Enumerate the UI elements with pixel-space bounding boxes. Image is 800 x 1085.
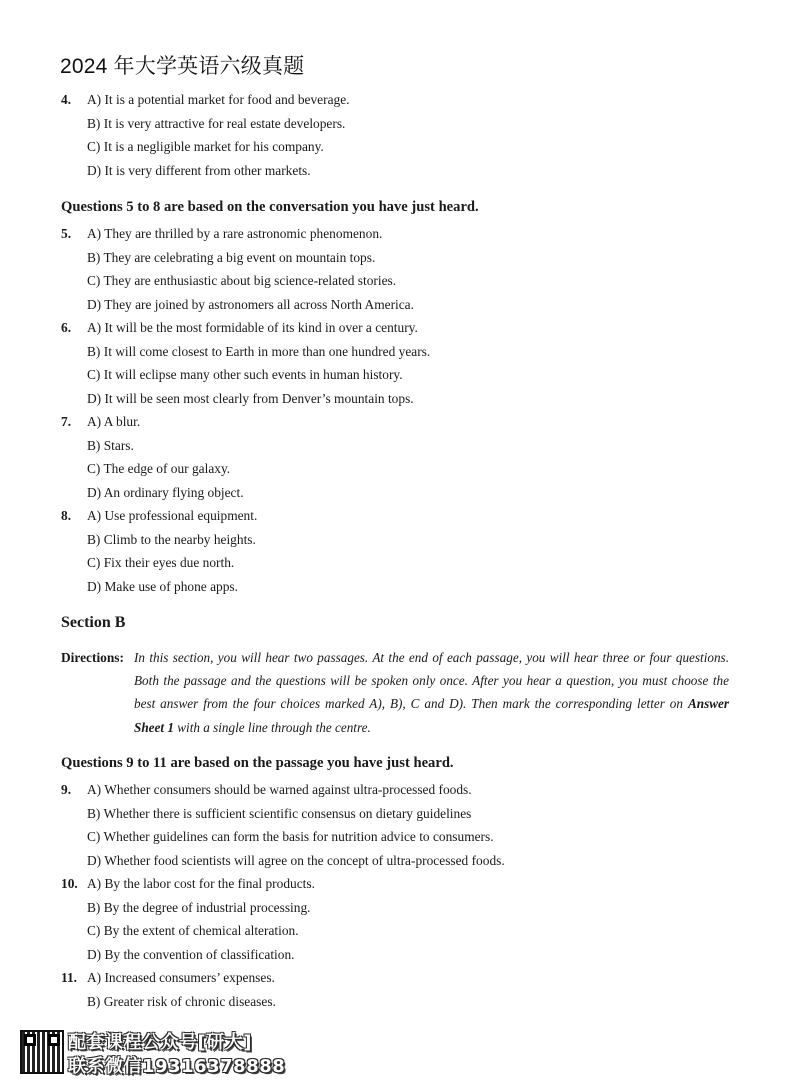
question-10 xyxy=(0,872,800,966)
option-d: D) Make use of phone apps. xyxy=(87,578,238,594)
question-number: 6. xyxy=(61,320,72,335)
option-d: D) It will be seen most clearly from Denver’s mountain tops. xyxy=(87,390,414,406)
directions-text xyxy=(134,646,729,739)
question-11 xyxy=(0,966,800,1013)
section-b-title: Section B xyxy=(61,614,126,631)
option-c: C) By the extent of chemical alteration. xyxy=(87,923,299,938)
option-a: A) It is a potential market for food and beverage. xyxy=(87,92,350,107)
exam-content xyxy=(0,88,800,1013)
option-b: B) Stars. xyxy=(87,437,134,453)
question-option xyxy=(0,551,800,575)
question-option xyxy=(0,778,800,802)
group-heading-5-8: Questions 5 to 8 are based on the conversation you have just heard. xyxy=(61,199,479,215)
option-b: B) It is very attractive for real estate developers. xyxy=(87,115,346,131)
group-heading-9-11: Questions 9 to 11 are based on the passage you have just heard. xyxy=(61,755,454,771)
question-option xyxy=(0,363,800,387)
question-number: 8. xyxy=(61,508,72,523)
option-c: C) Fix their eyes due north. xyxy=(87,555,235,570)
question-option xyxy=(0,88,800,112)
question-option xyxy=(0,966,800,990)
page-title: 2024 年大学英语六级真题 xyxy=(60,55,305,78)
option-b: B) By the degree of industrial processing. xyxy=(87,899,311,915)
question-option xyxy=(0,112,800,136)
option-b: B) Whether there is sufficient scientific consensus on dietary guidelines xyxy=(87,805,472,821)
question-option xyxy=(0,849,800,873)
question-9 xyxy=(0,778,800,872)
question-number: 9. xyxy=(61,782,72,797)
option-c: C) They are enthusiastic about big science-related stories. xyxy=(87,273,397,288)
option-d: D) It is very different from other markets. xyxy=(87,162,311,178)
question-option xyxy=(0,135,800,159)
question-6 xyxy=(0,316,800,410)
question-option xyxy=(0,316,800,340)
question-option xyxy=(0,457,800,481)
question-option xyxy=(0,943,800,967)
option-a: A) It will be the most formidable of its kind in over a century. xyxy=(87,320,418,335)
question-5 xyxy=(0,222,800,316)
question-number: 10. xyxy=(61,876,78,891)
question-7 xyxy=(0,410,800,504)
question-option xyxy=(0,269,800,293)
option-a: A) Increased consumers’ expenses. xyxy=(87,970,275,985)
question-option xyxy=(0,387,800,411)
question-option xyxy=(0,293,800,317)
promo-footer xyxy=(20,1028,320,1078)
question-option xyxy=(0,872,800,896)
option-c: C) It is a negligible market for his company. xyxy=(87,139,324,154)
question-option xyxy=(0,825,800,849)
directions-label: Directions: xyxy=(61,650,124,665)
question-option xyxy=(0,222,800,246)
option-d: D) They are joined by astronomers all across North America. xyxy=(87,296,414,312)
question-4 xyxy=(0,88,800,182)
option-d: D) Whether food scientists will agree on the concept of ultra-processed foods. xyxy=(87,852,505,868)
question-option xyxy=(0,528,800,552)
directions-text-part: In this section, you will hear two passages. At the end of each passage, you will hear three or four questions. Both the passage and the questions will be spoken only once. After you hear a question, you must choose the best answer from the four choices marked A), B), C and D). Then mark the corresponding letter on xyxy=(134,650,729,712)
option-c: C) Whether guidelines can form the basis for nutrition advice to consumers. xyxy=(87,829,494,844)
question-option xyxy=(0,159,800,183)
option-b: B) They are celebrating a big event on mountain tops. xyxy=(87,249,376,265)
question-option xyxy=(0,340,800,364)
option-a: A) Whether consumers should be warned against ultra-processed foods. xyxy=(87,782,472,797)
question-option xyxy=(0,246,800,270)
question-option xyxy=(0,919,800,943)
question-option xyxy=(0,896,800,920)
question-number: 4. xyxy=(61,92,72,107)
option-b: B) Climb to the nearby heights. xyxy=(87,531,256,547)
option-d: D) An ordinary flying object. xyxy=(87,484,244,500)
question-8 xyxy=(0,504,800,598)
option-c: C) The edge of our galaxy. xyxy=(87,461,231,476)
question-option xyxy=(0,990,800,1014)
answer-sheet-emphasis: Answer Sheet 1 xyxy=(134,696,729,735)
option-a: A) A blur. xyxy=(87,414,141,429)
option-a: A) Use professional equipment. xyxy=(87,508,258,523)
question-option xyxy=(0,434,800,458)
question-option xyxy=(0,410,800,434)
question-option xyxy=(0,481,800,505)
option-b: B) It will come closest to Earth in more than one hundred years. xyxy=(87,343,431,359)
directions-text-part: with a single line through the centre. xyxy=(173,719,371,735)
question-number: 11. xyxy=(61,970,77,985)
option-d: D) By the convention of classification. xyxy=(87,946,295,962)
option-a: A) By the labor cost for the final products. xyxy=(87,876,315,891)
qr-code-icon[interactable] xyxy=(20,1030,64,1074)
question-number: 7. xyxy=(61,414,72,429)
promo-line-2: 联系微信19316378888 xyxy=(68,1056,286,1077)
question-number: 5. xyxy=(61,226,72,241)
directions-block xyxy=(0,646,800,738)
promo-line-1: 配套课程公众号[研大] xyxy=(68,1032,252,1053)
question-option xyxy=(0,802,800,826)
question-option xyxy=(0,504,800,528)
option-c: C) It will eclipse many other such events in human history. xyxy=(87,367,403,382)
option-a: A) They are thrilled by a rare astronomic phenomenon. xyxy=(87,226,383,241)
option-b: B) Greater risk of chronic diseases. xyxy=(87,993,276,1009)
question-option xyxy=(0,575,800,599)
